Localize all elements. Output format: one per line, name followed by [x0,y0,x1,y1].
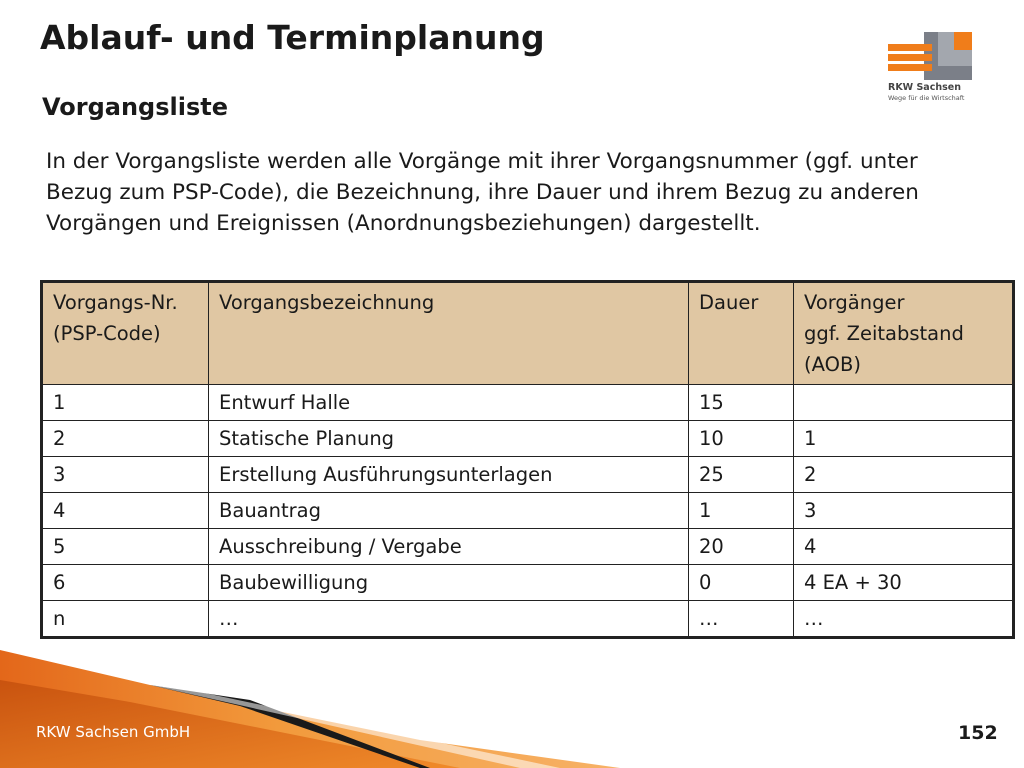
cell-nr: 3 [42,457,209,493]
cell-vorgaenger: 1 [794,421,1014,457]
header-vorgaenger-line: Vorgänger [804,291,905,314]
table-row [42,601,1014,638]
rkw-logo [886,30,986,110]
cell-vorgaenger: 2 [794,457,1014,493]
cell-dauer: 0 [689,565,794,601]
footer-swoosh-decoration [0,640,620,768]
header-nr-line: Vorgangs-Nr. [53,291,178,314]
table-row [42,385,1014,421]
cell-bezeichnung: Baubewilligung [209,565,689,601]
cell-nr: 6 [42,565,209,601]
cell-vorgaenger: 4 EA + 30 [794,565,1014,601]
cell-vorgaenger: 4 [794,529,1014,565]
cell-dauer: 25 [689,457,794,493]
cell-bezeichnung: Ausschreibung / Vergabe [209,529,689,565]
cell-dauer: … [689,601,794,638]
rkw-logo-mark-icon [886,30,986,82]
header-nr [42,282,209,385]
header-vorgaenger-line: (AOB) [804,353,861,376]
table-header-row [42,282,1014,385]
vorgangsliste-table [40,280,1015,639]
cell-dauer: 15 [689,385,794,421]
cell-dauer: 1 [689,493,794,529]
cell-bezeichnung: … [209,601,689,638]
table-row [42,529,1014,565]
vorgangsliste-table-container [40,280,1012,639]
cell-vorgaenger [794,385,1014,421]
footer-company-name: RKW Sachsen GmbH [36,723,191,741]
header-vorgaenger [794,282,1014,385]
logo-name: RKW Sachsen [888,82,961,93]
cell-dauer: 10 [689,421,794,457]
header-dauer: Dauer [689,282,794,385]
page-number: 152 [958,722,998,744]
cell-nr: 2 [42,421,209,457]
cell-bezeichnung: Statische Planung [209,421,689,457]
cell-dauer: 20 [689,529,794,565]
header-bezeichnung: Vorgangsbezeichnung [209,282,689,385]
cell-nr: n [42,601,209,638]
logo-tagline: Wege für die Wirtschaft [888,94,965,102]
cell-bezeichnung: Entwurf Halle [209,385,689,421]
cell-nr: 5 [42,529,209,565]
cell-bezeichnung: Bauantrag [209,493,689,529]
section-heading: Vorgangsliste [42,93,228,121]
cell-bezeichnung: Erstellung Ausführungsunterlagen [209,457,689,493]
slide-title: Ablauf- und Terminplanung [40,18,545,57]
cell-nr: 4 [42,493,209,529]
table-row [42,421,1014,457]
table-row [42,565,1014,601]
header-vorgaenger-line: ggf. Zeitabstand [804,322,964,345]
header-nr-line: (PSP-Code) [53,322,161,345]
intro-paragraph: In der Vorgangsliste werden alle Vorgänge mit ihrer Vorgangsnummer (ggf. unter Bezug zum PSP-Code), die Bezeichnung, ihre Dauer und ihrem Bezug zu anderen Vorgängen und Ereignissen (Anordnungsbeziehungen) dargestellt. [46,149,919,236]
cell-vorgaenger: 3 [794,493,1014,529]
table-row [42,457,1014,493]
cell-nr: 1 [42,385,209,421]
cell-vorgaenger: … [794,601,1014,638]
table-row [42,493,1014,529]
